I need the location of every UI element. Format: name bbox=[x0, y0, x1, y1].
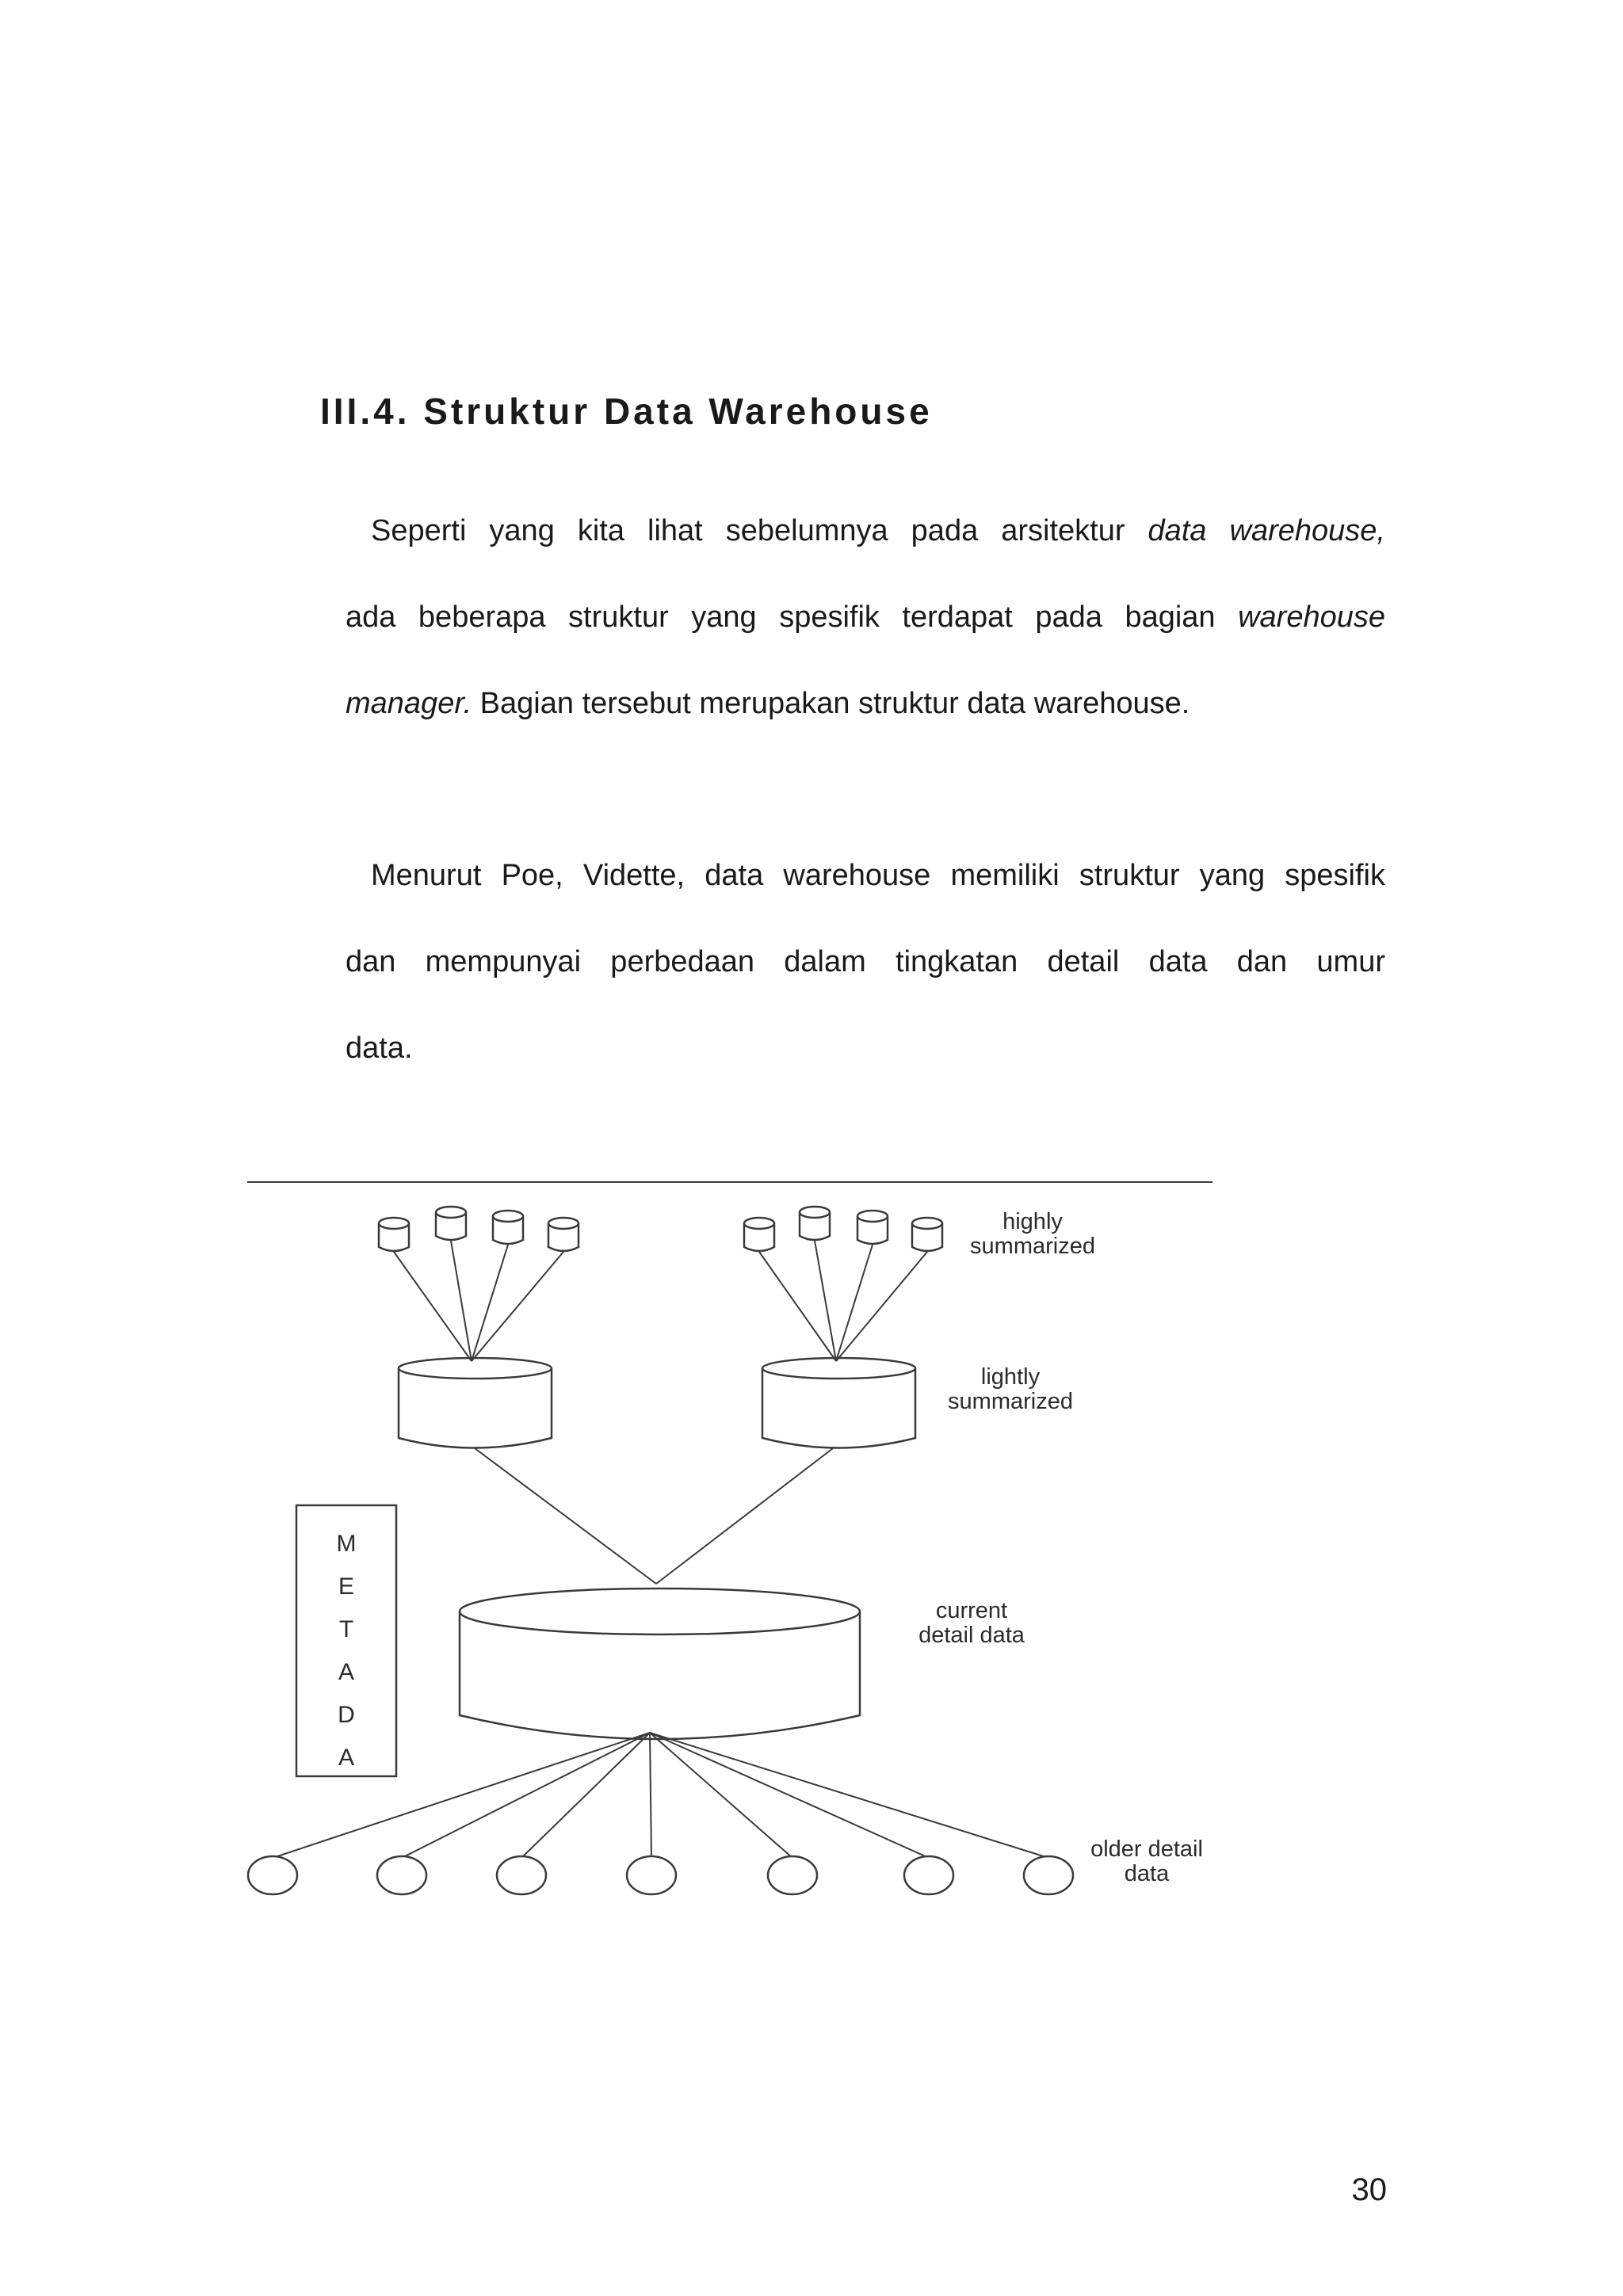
highly-summarized-cylinder-top bbox=[912, 1218, 942, 1229]
lightly-summarized-label: summarized bbox=[948, 1389, 1073, 1414]
paragraph-line: data. bbox=[346, 1032, 413, 1065]
connector-line bbox=[521, 1733, 650, 1858]
metadata-letter: A bbox=[338, 1659, 355, 1685]
section-heading: III.4. Struktur Data Warehouse bbox=[320, 391, 933, 432]
lightly-summarized-cylinder-left bbox=[399, 1358, 552, 1448]
connector-line bbox=[815, 1241, 836, 1361]
italic-term: data warehouse, bbox=[1148, 514, 1385, 547]
older-detail-data-circle bbox=[497, 1856, 546, 1894]
connector-line bbox=[759, 1252, 836, 1361]
connector-line bbox=[472, 1252, 563, 1361]
highly-summarized-label: summarized bbox=[970, 1234, 1095, 1259]
highly-summarized-cylinder-top bbox=[800, 1207, 830, 1218]
connector-line bbox=[836, 1252, 927, 1361]
italic-term: manager. bbox=[346, 687, 472, 720]
text-run: ada beberapa struktur yang spesifik terdapat pada bagian bbox=[346, 601, 1239, 634]
lightly-summarized-cylinder-right bbox=[762, 1358, 915, 1448]
italic-term: warehouse bbox=[1238, 601, 1385, 634]
lightly-summarized-label: lightly bbox=[980, 1364, 1041, 1390]
page-number: 30 bbox=[1351, 2172, 1387, 2207]
older-detail-data-circle bbox=[248, 1856, 297, 1894]
connector-line bbox=[394, 1252, 472, 1361]
highly-summarized-cylinder-top bbox=[548, 1218, 579, 1229]
text-run: Bagian tersebut merupakan struktur data warehouse. bbox=[472, 687, 1190, 720]
text-run: Seperti yang kita lihat sebelumnya pada arsitektur bbox=[371, 514, 1148, 547]
highly-summarized-cylinder-top bbox=[379, 1218, 409, 1229]
connector-line bbox=[451, 1241, 472, 1361]
connector-line bbox=[472, 1446, 656, 1584]
connector-line bbox=[650, 1733, 792, 1858]
older-detail-data-circle bbox=[904, 1856, 953, 1894]
connector-line bbox=[650, 1733, 1048, 1858]
older-detail-data-circle bbox=[627, 1856, 676, 1894]
connector-line bbox=[472, 1245, 508, 1361]
metadata-letter: M bbox=[336, 1531, 357, 1557]
storage-shapes bbox=[296, 1358, 915, 1776]
highly-summarized-cylinder-top bbox=[493, 1211, 523, 1222]
older-detail-data-circle bbox=[377, 1856, 426, 1894]
older-detail-data-circle bbox=[1024, 1856, 1073, 1894]
metadata-letter: T bbox=[338, 1616, 354, 1642]
paragraph-line: dan mempunyai perbedaan dalam tingkatan detail data dan umur bbox=[346, 945, 1385, 978]
paragraph-line: Menurut Poe, Vidette, data warehouse memiliki struktur yang spesifik bbox=[371, 859, 1385, 892]
current-detail-data-label: current bbox=[935, 1598, 1008, 1623]
highly-summarized-label: highly bbox=[1002, 1209, 1063, 1234]
connector-line bbox=[402, 1733, 650, 1858]
current-detail-data-label: detail data bbox=[918, 1623, 1025, 1648]
older-detail-data-circle bbox=[768, 1856, 817, 1894]
connector-line bbox=[650, 1733, 929, 1858]
connector-line bbox=[650, 1733, 651, 1858]
highly-summarized-cylinder-top bbox=[436, 1207, 466, 1218]
metadata-letter: D bbox=[338, 1702, 355, 1728]
metadata-letter: A bbox=[338, 1745, 355, 1771]
metadata-letter: E bbox=[338, 1573, 355, 1600]
connector-line bbox=[656, 1446, 836, 1584]
older-detail-data-label: data bbox=[1124, 1861, 1170, 1886]
connector-line bbox=[836, 1245, 873, 1361]
older-detail-data-label: older detail bbox=[1090, 1836, 1203, 1862]
highly-summarized-cylinder-top bbox=[857, 1211, 888, 1222]
highly-summarized-cylinder-top bbox=[744, 1218, 774, 1229]
current-detail-data-cylinder bbox=[460, 1589, 860, 1739]
